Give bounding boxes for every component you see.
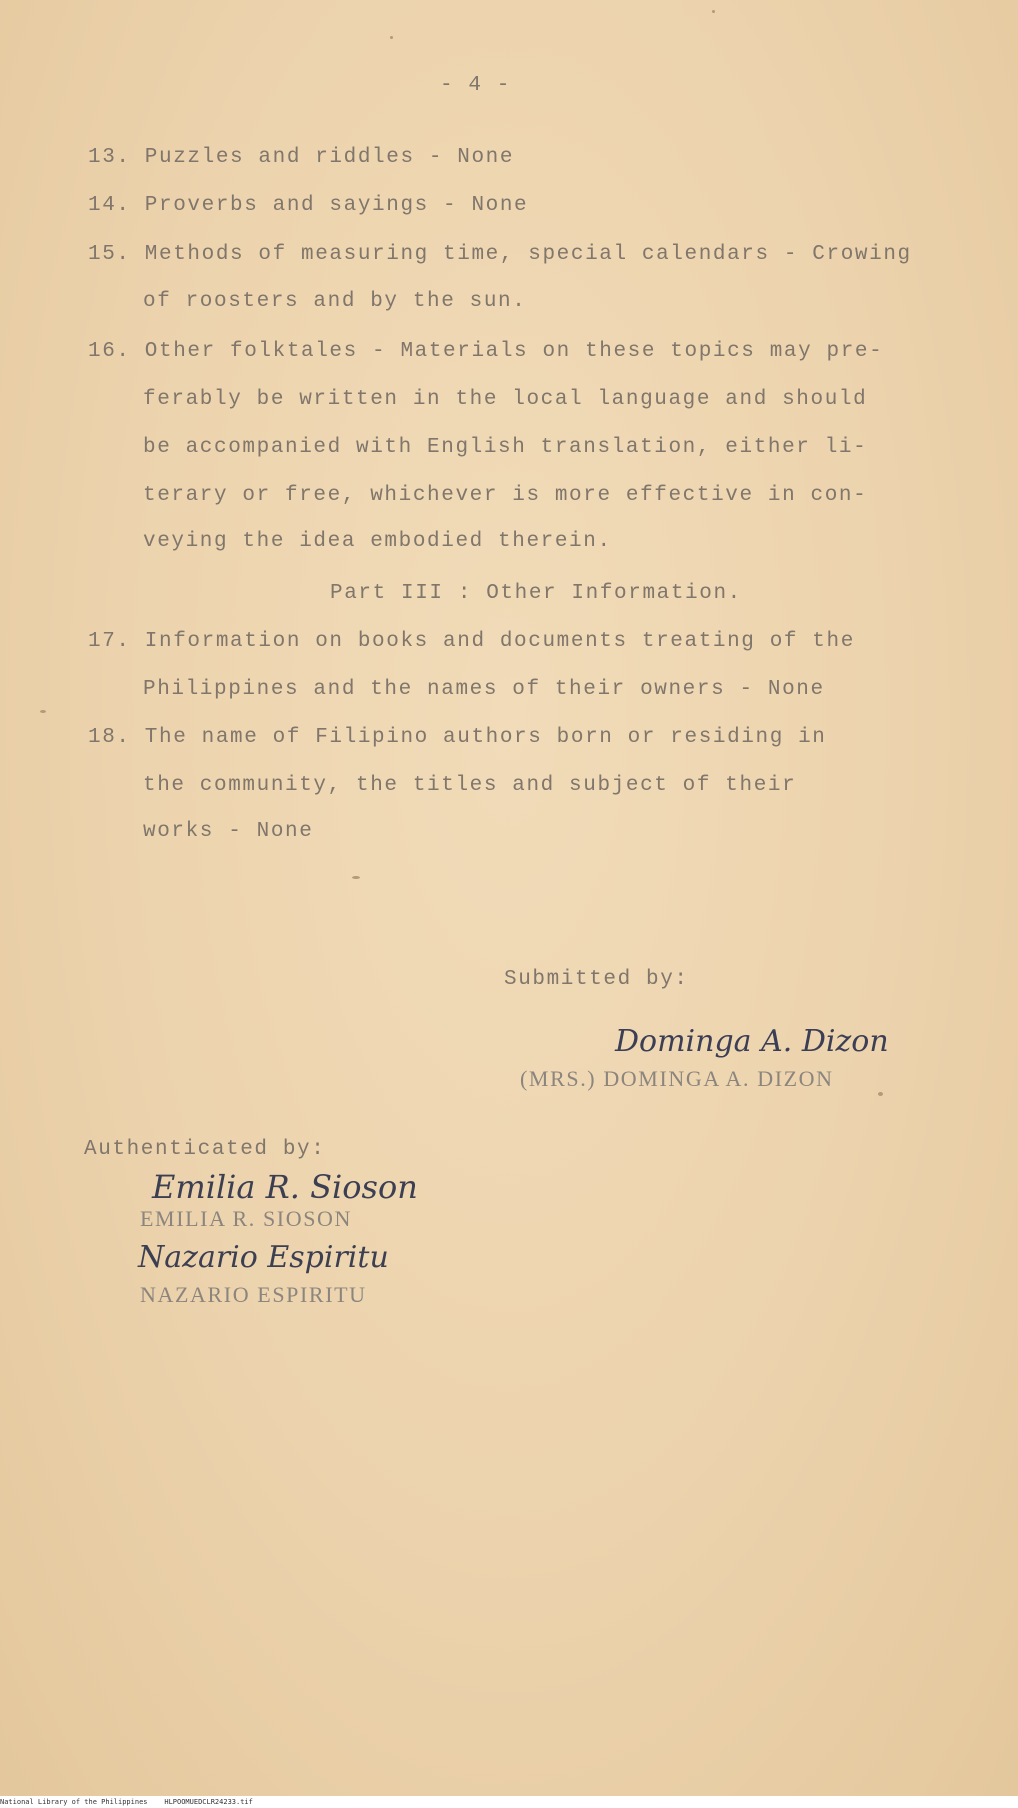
item-17-line1: 17. Information on books and documents treating of the bbox=[88, 630, 855, 653]
paper-speck bbox=[390, 36, 393, 39]
authenticated-label: Authenticated by: bbox=[84, 1138, 326, 1161]
part-heading: Part III : Other Information. bbox=[330, 582, 742, 605]
paper-speck bbox=[40, 710, 46, 713]
item-16-line5: veying the idea embodied therein. bbox=[143, 530, 612, 553]
item-16-line3: be accompanied with English translation, either li- bbox=[143, 436, 868, 459]
scan-footer: National Library of the Philippines HLPOOMUEDCLR24233.tif bbox=[0, 1796, 1018, 1808]
item-16-line4: terary or free, whichever is more effective in con- bbox=[143, 484, 868, 507]
item-14: 14. Proverbs and sayings - None bbox=[88, 194, 529, 217]
authenticator2-name: NAZARIO ESPIRITU bbox=[140, 1282, 367, 1307]
item-15-line1: 15. Methods of measuring time, special calendars - Crowing bbox=[88, 243, 912, 266]
authenticator1-name: EMILIA R. SIOSON bbox=[140, 1206, 352, 1231]
item-18-line2: the community, the titles and subject of their bbox=[143, 774, 797, 797]
item-17-line2: Philippines and the names of their owners - None bbox=[143, 678, 825, 701]
paper-speck bbox=[352, 876, 360, 879]
paper-speck bbox=[878, 1092, 883, 1096]
page-number: - 4 - bbox=[440, 74, 512, 97]
item-16-line2: ferably be written in the local language and should bbox=[143, 388, 868, 411]
submitter-signature: Dominga A. Dizon bbox=[615, 1024, 889, 1059]
item-16-line1: 16. Other folktales - Materials on these topics may pre- bbox=[88, 340, 884, 363]
item-18-line3: works - None bbox=[143, 820, 314, 843]
submitted-label: Submitted by: bbox=[504, 968, 689, 991]
item-15-line2: of roosters and by the sun. bbox=[143, 290, 527, 313]
item-18-line1: 18. The name of Filipino authors born or residing in bbox=[88, 726, 827, 749]
authenticator2-signature: Nazario Espiritu bbox=[138, 1240, 389, 1275]
item-13: 13. Puzzles and riddles - None bbox=[88, 146, 515, 169]
authenticator1-signature: Emilia R. Sioson bbox=[152, 1168, 418, 1206]
submitter-name: (MRS.) DOMINGA A. DIZON bbox=[520, 1066, 834, 1091]
paper-speck bbox=[712, 10, 715, 13]
